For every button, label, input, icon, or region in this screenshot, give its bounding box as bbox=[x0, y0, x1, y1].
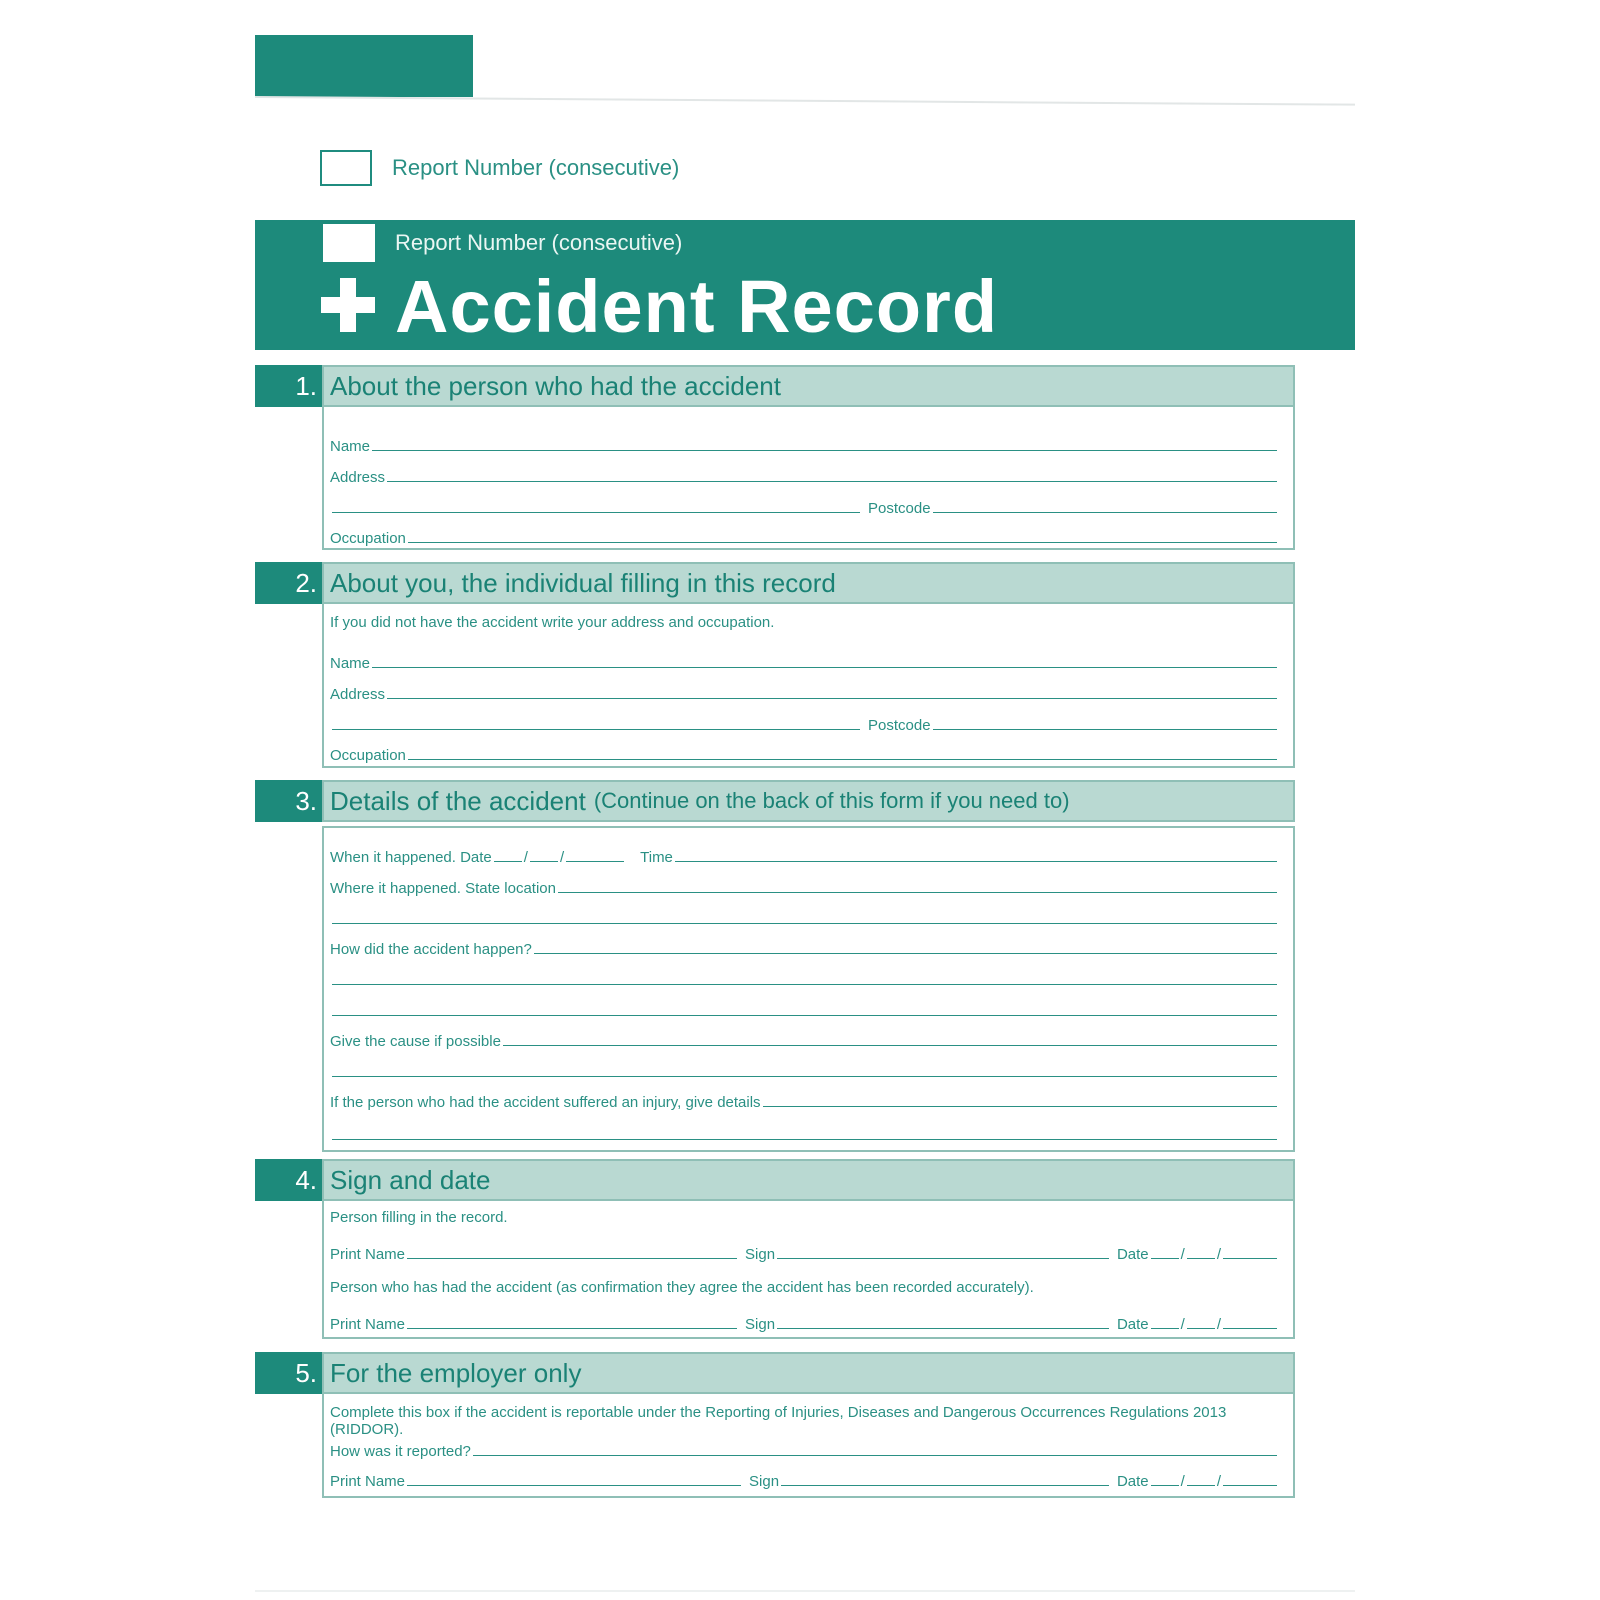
s1-postcode-field[interactable] bbox=[933, 512, 1277, 513]
s5-reported-row bbox=[330, 1438, 1279, 1460]
section-3-number: 3. bbox=[255, 780, 323, 822]
s3-time-label: Time bbox=[640, 849, 673, 866]
banner-report-number-label: Report Number (consecutive) bbox=[395, 230, 683, 255]
s1-name-label: Name bbox=[330, 438, 371, 455]
s3-date-slash-2: / bbox=[559, 849, 565, 866]
s3-when-row bbox=[330, 844, 1279, 866]
s4-injured-sign-label: Sign bbox=[745, 1316, 776, 1333]
s3-injury-label: If the person who had the accident suffered an injury, give details bbox=[330, 1094, 761, 1111]
section-4-number: 4. bbox=[255, 1159, 323, 1201]
s3-how-label: How did the accident happen? bbox=[330, 941, 532, 958]
s2-postcode-label: Postcode bbox=[868, 717, 931, 734]
s3-time-field[interactable] bbox=[675, 861, 1277, 862]
section-3-title bbox=[322, 780, 1295, 822]
s1-name-field[interactable] bbox=[372, 450, 1277, 451]
s4-filler-slash-1: / bbox=[1180, 1246, 1185, 1263]
section-4-body bbox=[322, 1199, 1295, 1339]
s5-sign-row bbox=[330, 1468, 1279, 1490]
s5-print-name-label: Print Name bbox=[330, 1473, 406, 1490]
banner-report-number-box[interactable] bbox=[323, 224, 375, 262]
s3-how-field-2[interactable] bbox=[332, 984, 1277, 985]
s4-injured-print-name-label: Print Name bbox=[330, 1316, 406, 1333]
s3-where-field-2[interactable] bbox=[332, 923, 1277, 924]
s4-filler-year-field[interactable] bbox=[1223, 1258, 1277, 1259]
section-2 bbox=[255, 562, 1295, 768]
top-tab bbox=[255, 35, 473, 97]
s2-address-line2-field[interactable] bbox=[332, 729, 860, 730]
s5-month-field[interactable] bbox=[1187, 1485, 1215, 1486]
s4-injured-slash-1: / bbox=[1180, 1316, 1185, 1333]
s4-injured-sign-field[interactable] bbox=[777, 1328, 1109, 1329]
s5-date-label: Date bbox=[1116, 1473, 1149, 1490]
s5-sign-label: Sign bbox=[749, 1473, 780, 1490]
page-title: Accident Record bbox=[395, 265, 999, 348]
s4-filler-sign-row bbox=[330, 1241, 1279, 1263]
s4-injured-print-name-field[interactable] bbox=[407, 1328, 737, 1329]
s5-year-field[interactable] bbox=[1223, 1485, 1277, 1486]
s3-injury-field[interactable] bbox=[763, 1106, 1277, 1107]
s3-when-label: When it happened. Date bbox=[330, 849, 492, 866]
title-banner bbox=[255, 220, 1355, 350]
s3-day-field[interactable] bbox=[494, 861, 522, 862]
s4-injured-year-field[interactable] bbox=[1223, 1328, 1277, 1329]
section-5-title: For the employer only bbox=[322, 1352, 1295, 1394]
s2-occupation-row bbox=[330, 742, 1279, 764]
section-2-number: 2. bbox=[255, 562, 323, 604]
section-5 bbox=[255, 1352, 1295, 1498]
section-4-title: Sign and date bbox=[322, 1159, 1295, 1201]
s2-occupation-label: Occupation bbox=[330, 747, 406, 764]
s5-note: Complete this box if the accident is reportable under the Reporting of Injuries, Diseases and Dangerous Occurrences Regulations 2013 (RIDDOR). bbox=[330, 1404, 1227, 1438]
s1-address-line2-field[interactable] bbox=[332, 512, 860, 513]
s5-sign-field[interactable] bbox=[781, 1485, 1109, 1486]
first-aid-cross-icon bbox=[321, 278, 375, 332]
s3-where-row bbox=[330, 875, 1279, 897]
s3-injury-row bbox=[330, 1089, 1279, 1111]
s2-note: If you did not have the accident write your address and occupation. bbox=[330, 614, 775, 631]
section-2-title: About you, the individual filling in this record bbox=[322, 562, 1295, 604]
section-1-title: About the person who had the accident bbox=[322, 365, 1295, 407]
s3-how-row bbox=[330, 936, 1279, 958]
s1-address-label: Address bbox=[330, 469, 386, 486]
s2-address-field[interactable] bbox=[387, 698, 1277, 699]
s4-injured-sign-row bbox=[330, 1311, 1279, 1333]
s4-injured-month-field[interactable] bbox=[1187, 1328, 1215, 1329]
s4-filler-sign-field[interactable] bbox=[777, 1258, 1109, 1259]
s2-name-field[interactable] bbox=[372, 667, 1277, 668]
s3-cause-label: Give the cause if possible bbox=[330, 1033, 501, 1050]
s3-how-line2 bbox=[330, 967, 1279, 989]
report-number-row bbox=[320, 150, 679, 186]
s1-occupation-row bbox=[330, 525, 1279, 547]
s1-address-row bbox=[330, 464, 1279, 486]
s3-cause-line2 bbox=[330, 1059, 1279, 1081]
s1-postcode-row bbox=[330, 495, 1279, 517]
s1-occupation-field[interactable] bbox=[408, 542, 1277, 543]
s2-postcode-row bbox=[330, 712, 1279, 734]
s4-filler-print-name-field[interactable] bbox=[407, 1258, 737, 1259]
s3-where-label: Where it happened. State location bbox=[330, 880, 556, 897]
s2-address-row bbox=[330, 681, 1279, 703]
s4-filler-print-name-label: Print Name bbox=[330, 1246, 406, 1263]
s5-slash-2: / bbox=[1216, 1473, 1221, 1490]
s4-filler-date-label: Date bbox=[1116, 1246, 1149, 1263]
section-3 bbox=[255, 780, 1295, 1152]
s3-cause-field[interactable] bbox=[503, 1045, 1277, 1046]
s4-filler-sign-label: Sign bbox=[745, 1246, 776, 1263]
s4-filler-slash-2: / bbox=[1216, 1246, 1221, 1263]
section-4 bbox=[255, 1159, 1295, 1339]
s2-name-label: Name bbox=[330, 655, 371, 672]
s4-note-1: Person filling in the record. bbox=[330, 1209, 508, 1226]
section-3-subtitle: (Continue on the back of this form if you need to) bbox=[593, 788, 1070, 813]
s3-date-slash-1: / bbox=[523, 849, 528, 866]
s3-how-field[interactable] bbox=[534, 953, 1277, 954]
s5-print-name-field[interactable] bbox=[407, 1485, 741, 1486]
s3-cause-row bbox=[330, 1028, 1279, 1050]
s4-injured-day-field[interactable] bbox=[1151, 1328, 1179, 1329]
report-number-box[interactable] bbox=[320, 150, 372, 186]
s2-occupation-field[interactable] bbox=[408, 759, 1277, 760]
s4-note-2: Person who has had the accident (as confirmation they agree the accident has been recorded accurately). bbox=[330, 1279, 1034, 1296]
s3-month-field[interactable] bbox=[530, 861, 558, 862]
s3-where-field[interactable] bbox=[558, 892, 1277, 893]
s1-postcode-label: Postcode bbox=[868, 500, 931, 517]
section-1 bbox=[255, 365, 1295, 550]
s3-where-line2 bbox=[330, 906, 1279, 928]
s3-injury-field-2[interactable] bbox=[332, 1139, 1277, 1140]
s1-name-row bbox=[330, 433, 1279, 455]
section-3-body bbox=[322, 826, 1295, 1152]
s5-how-reported-label: How was it reported? bbox=[330, 1443, 471, 1460]
s3-injury-line2 bbox=[330, 1122, 1279, 1144]
s1-occupation-label: Occupation bbox=[330, 530, 406, 547]
top-rule bbox=[255, 96, 1355, 106]
s5-how-reported-field[interactable] bbox=[473, 1455, 1277, 1456]
section-5-number: 5. bbox=[255, 1352, 323, 1394]
s3-how-line3 bbox=[330, 998, 1279, 1020]
s3-how-field-3[interactable] bbox=[332, 1015, 1277, 1016]
section-1-number: 1. bbox=[255, 365, 323, 407]
s1-address-field[interactable] bbox=[387, 481, 1277, 482]
s2-postcode-field[interactable] bbox=[933, 729, 1277, 730]
s4-injured-slash-2: / bbox=[1216, 1316, 1221, 1333]
section-1-body bbox=[322, 405, 1295, 550]
section-2-body bbox=[322, 602, 1295, 768]
s4-filler-day-field[interactable] bbox=[1151, 1258, 1179, 1259]
s5-day-field[interactable] bbox=[1151, 1485, 1179, 1486]
accident-record-form bbox=[255, 0, 1355, 1592]
s3-cause-field-2[interactable] bbox=[332, 1076, 1277, 1077]
report-number-label: Report Number (consecutive) bbox=[392, 155, 680, 180]
section-5-body bbox=[322, 1392, 1295, 1498]
s4-filler-month-field[interactable] bbox=[1187, 1258, 1215, 1259]
section-3-title-text: Details of the accident bbox=[330, 785, 586, 816]
s2-address-label: Address bbox=[330, 686, 386, 703]
s2-name-row bbox=[330, 650, 1279, 672]
s4-injured-date-label: Date bbox=[1116, 1316, 1149, 1333]
s5-slash-1: / bbox=[1180, 1473, 1185, 1490]
s3-year-field[interactable] bbox=[566, 861, 624, 862]
